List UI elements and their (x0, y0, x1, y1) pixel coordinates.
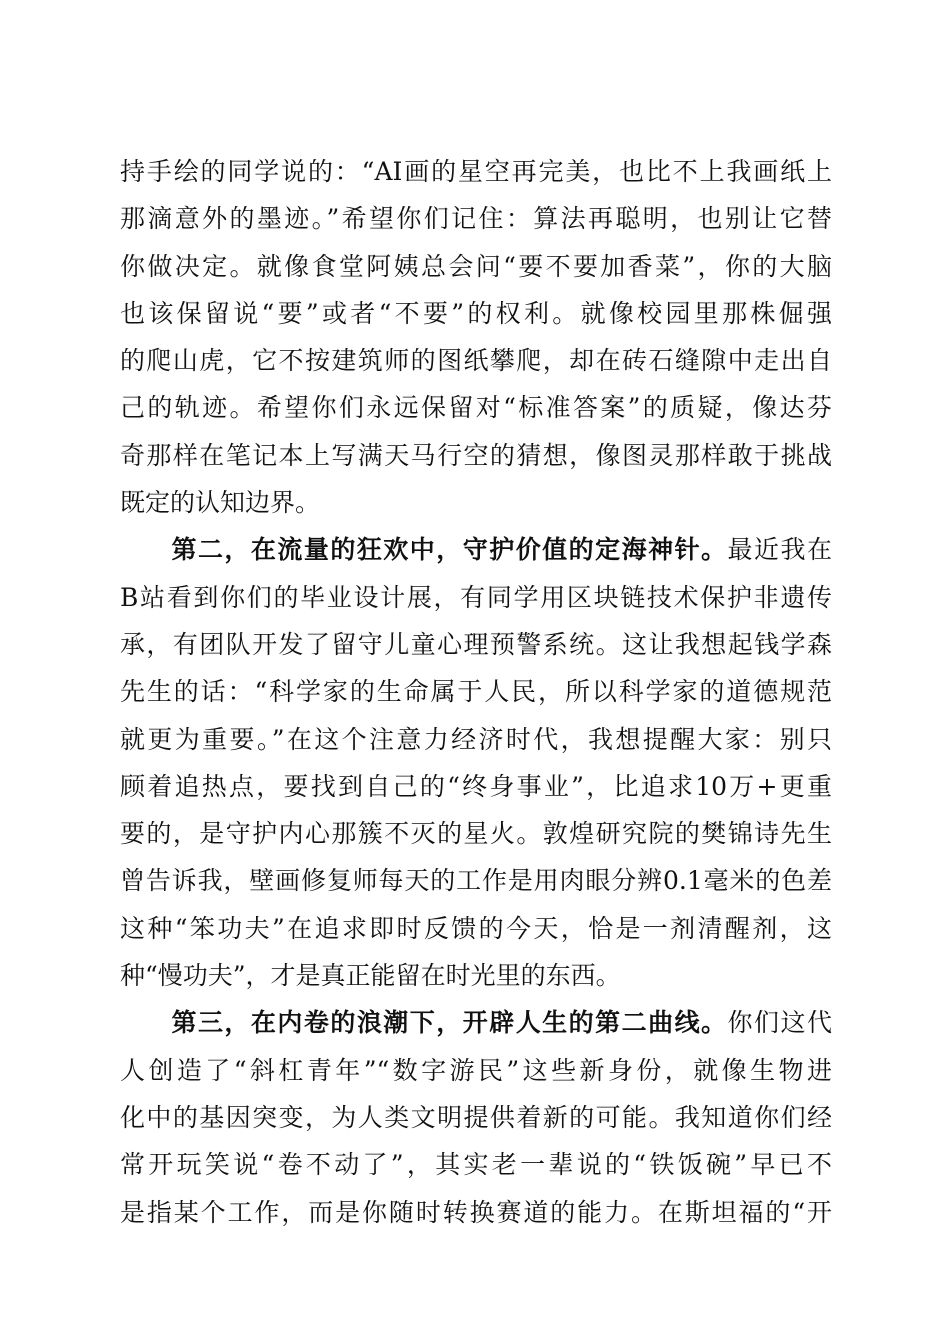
text-line: 既定的认知边界。 (120, 488, 321, 518)
text-line: 奇那样在笔记本上写满天马行空的猜想，像图灵那样敢于挑战 (120, 440, 832, 470)
text-line: 那滴意外的墨迹。”希望你们记住：算法再聪明，也别让它替 (120, 204, 832, 234)
text-line: 顾着追热点，要找到自己的“终身事业”，比追求10万+更重 (120, 771, 832, 801)
document-body (120, 148, 832, 1236)
text-line: 也该保留说“要”或者“不要”的权利。就像校园里那株倔强 (120, 298, 832, 328)
text-line: 这种“笨功夫”在追求即时反馈的今天，恰是一剂清醒剂，这 (120, 913, 832, 943)
text-line: 你做决定。就像食堂阿姨总会问“要不要加香菜”，你的大脑 (120, 251, 832, 281)
text-line: 的爬山虎，它不按建筑师的图纸攀爬，却在砖石缝隙中走出自 (120, 346, 832, 376)
text-run: 最近我在 (727, 535, 832, 565)
text-line: 先生的话：“科学家的生命属于人民，所以科学家的道德规范 (120, 677, 832, 707)
text-line: 常开玩笑说“卷不动了”，其实老一辈说的“铁饭碗”早已不 (120, 1150, 832, 1180)
text-run: 你们这代 (727, 1008, 832, 1038)
text-line: 种“慢功夫”，才是真正能留在时光里的东西。 (120, 961, 621, 991)
paragraph-first-line (120, 999, 832, 1046)
text-line: 己的轨迹。希望你们永远保留对“标准答案”的质疑，像达芬 (120, 393, 832, 423)
text-line: 持手绘的同学说的：“AI画的星空再完美，也比不上我画纸上 (120, 157, 832, 186)
text-line: 化中的基因突变，为人类文明提供着新的可能。我知道你们经 (120, 1102, 832, 1132)
text-line: 曾告诉我，壁画修复师每天的工作是用肉眼分辨0.1毫米的色差 (120, 866, 832, 896)
text-line: 是指某个工作，而是你随时转换赛道的能力。在斯坦福的“开 (120, 1197, 832, 1227)
text-line: 承，有团队开发了留守儿童心理预警系统。这让我想起钱学森 (120, 629, 832, 659)
paragraph-first-line (120, 526, 832, 573)
text-line: 就更为重要。”在这个注意力经济时代，我想提醒大家：别只 (120, 724, 832, 754)
text-line: B站看到你们的毕业设计展，有同学用区块链技术保护非遗传 (120, 582, 832, 612)
section-heading-2: 第二，在流量的狂欢中，守护价值的定海神针。 (170, 535, 728, 565)
text-line: 要的，是守护内心那簇不灭的星火。敦煌研究院的樊锦诗先生 (120, 819, 832, 849)
text-line: 人创造了“斜杠青年”“数字游民”这些新身份，就像生物进 (120, 1055, 832, 1085)
section-heading-3: 第三，在内卷的浪潮下，开辟人生的第二曲线。 (170, 1008, 728, 1038)
